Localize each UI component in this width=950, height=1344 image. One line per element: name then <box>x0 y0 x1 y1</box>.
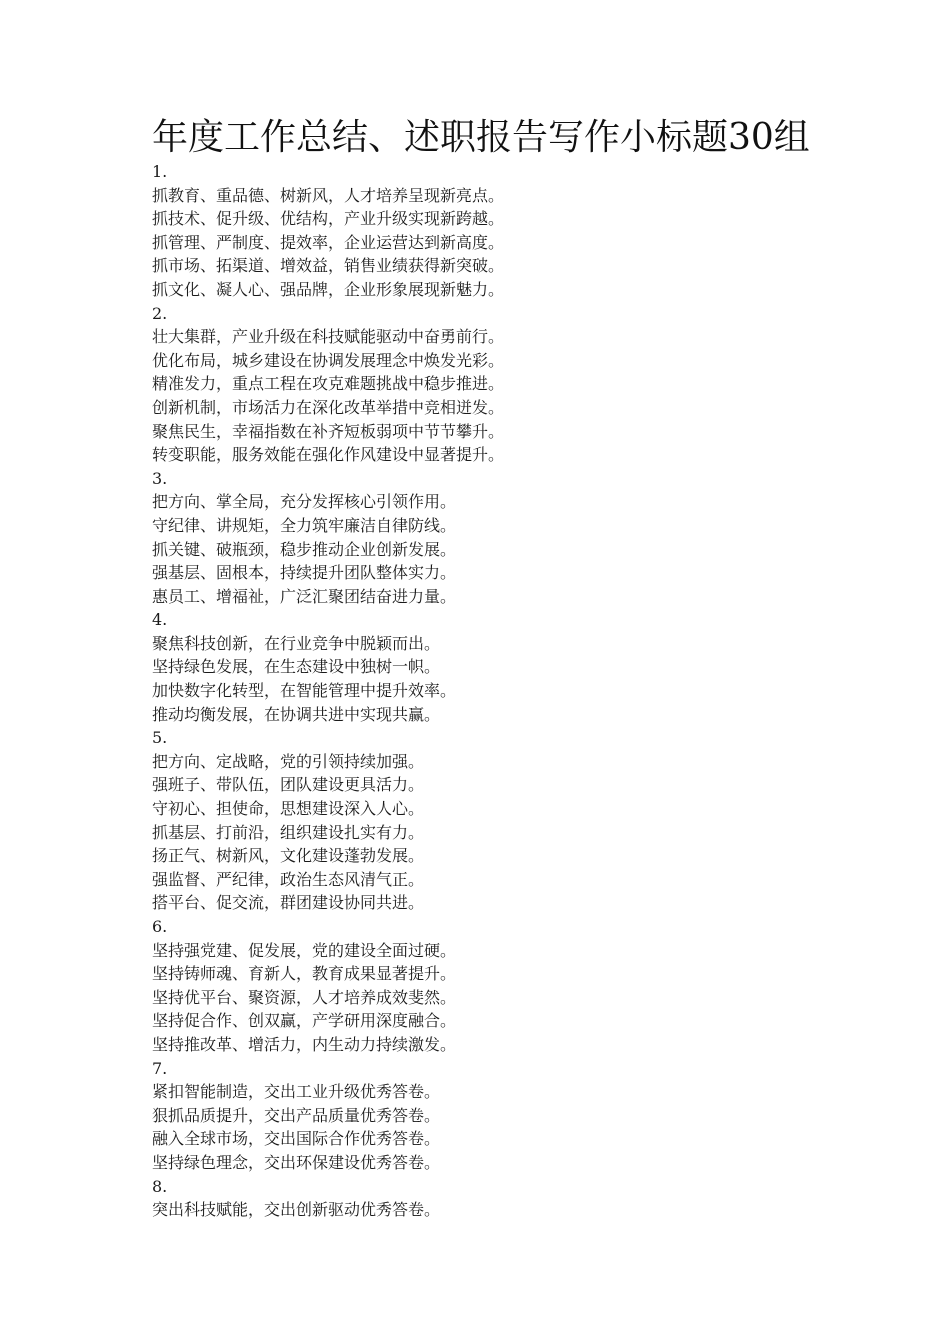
group-line: 精准发力，重点工程在攻克难题挑战中稳步推进。 <box>152 374 505 394</box>
group-5 <box>152 726 852 915</box>
group-4 <box>152 608 852 726</box>
group-line: 融入全球市场，交出国际合作优秀答卷。 <box>152 1129 441 1149</box>
group-line: 搭平台、促交流，群团建设协同共进。 <box>152 893 425 913</box>
group-2 <box>152 302 852 467</box>
group-line: 坚持推改革、增活力，内生动力持续激发。 <box>152 1034 457 1054</box>
group-line: 坚持强党建、促发展，党的建设全面过硬。 <box>152 940 457 960</box>
group-line: 加快数字化转型，在智能管理中提升效率。 <box>152 681 457 701</box>
group-line: 聚焦民生，幸福指数在补齐短板弱项中节节攀升。 <box>152 421 505 441</box>
group-number: 2. <box>152 303 168 323</box>
group-line: 坚持优平台、聚资源，人才培养成效斐然。 <box>152 987 457 1007</box>
group-number: 7. <box>152 1058 168 1078</box>
group-number: 4. <box>152 610 168 630</box>
group-7 <box>152 1057 852 1175</box>
group-line: 守初心、担使命，思想建设深入人心。 <box>152 799 425 819</box>
group-line: 坚持促合作、创双赢，产学研用深度融合。 <box>152 1011 457 1031</box>
group-line: 强班子、带队伍，团队建设更具活力。 <box>152 775 425 795</box>
group-line: 抓技术、促升级、优结构，产业升级实现新跨越。 <box>152 209 505 229</box>
group-6 <box>152 915 852 1057</box>
group-number: 5. <box>152 728 168 748</box>
group-line: 抓基层、打前沿，组织建设扎实有力。 <box>152 822 425 842</box>
group-number: 1. <box>152 162 168 181</box>
group-number: 8. <box>152 1176 168 1196</box>
group-line: 把方向、定战略，党的引领持续加强。 <box>152 751 425 771</box>
group-number: 3. <box>152 468 168 488</box>
group-line: 突出科技赋能，交出创新驱动优秀答卷。 <box>152 1200 441 1220</box>
group-line: 坚持铸师魂、育新人，教育成果显著提升。 <box>152 964 457 984</box>
document-body <box>152 160 852 1222</box>
group-line: 壮大集群，产业升级在科技赋能驱动中奋勇前行。 <box>152 327 505 347</box>
group-line: 聚焦科技创新，在行业竞争中脱颖而出。 <box>152 633 441 653</box>
group-line: 坚持绿色发展，在生态建设中独树一帜。 <box>152 657 441 677</box>
group-line: 守纪律、讲规矩，全力筑牢廉洁自律防线。 <box>152 515 457 535</box>
group-line: 扬正气、树新风，文化建设蓬勃发展。 <box>152 846 425 866</box>
group-line: 狠抓品质提升，交出产品质量优秀答卷。 <box>152 1105 441 1125</box>
group-line: 推动均衡发展，在协调共进中实现共赢。 <box>152 704 441 724</box>
group-3 <box>152 467 852 609</box>
group-line: 强监督、严纪律，政治生态风清气正。 <box>152 869 425 889</box>
group-line: 转变职能，服务效能在强化作风建设中显著提升。 <box>152 445 505 465</box>
document-title: 年度工作总结、述职报告写作小标题30组 <box>152 117 810 158</box>
group-line: 抓教育、重品德、树新风，人才培养呈现新亮点。 <box>152 185 505 205</box>
group-line: 创新机制，市场活力在深化改革举措中竞相迸发。 <box>152 397 505 417</box>
group-line: 惠员工、增福祉，广泛汇聚团结奋进力量。 <box>152 586 457 606</box>
group-line: 抓关键、破瓶颈，稳步推动企业创新发展。 <box>152 539 457 559</box>
group-line: 把方向、掌全局，充分发挥核心引领作用。 <box>152 492 457 512</box>
group-line: 抓文化、凝人心、强品牌，企业形象展现新魅力。 <box>152 279 505 299</box>
group-line: 抓市场、拓渠道、增效益，销售业绩获得新突破。 <box>152 256 505 276</box>
group-line: 强基层、固根本，持续提升团队整体实力。 <box>152 563 457 583</box>
group-line: 坚持绿色理念，交出环保建设优秀答卷。 <box>152 1152 441 1172</box>
group-line: 优化布局，城乡建设在协调发展理念中焕发光彩。 <box>152 350 505 370</box>
group-8 <box>152 1175 852 1222</box>
group-1 <box>152 160 852 302</box>
group-line: 紧扣智能制造，交出工业升级优秀答卷。 <box>152 1082 441 1102</box>
group-number: 6. <box>152 917 168 936</box>
group-line: 抓管理、严制度、提效率，企业运营达到新高度。 <box>152 232 505 252</box>
